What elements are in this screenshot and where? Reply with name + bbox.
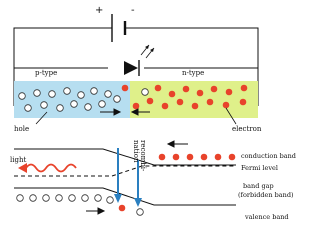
electron xyxy=(241,85,248,92)
fermi-level-label: Fermi level xyxy=(241,164,278,172)
electron xyxy=(177,99,184,106)
diode-icon xyxy=(124,45,154,76)
electron xyxy=(119,205,126,212)
hole xyxy=(91,88,98,95)
electron xyxy=(229,154,236,161)
hole xyxy=(49,91,56,98)
hole xyxy=(25,105,32,112)
hole xyxy=(142,89,149,96)
electron xyxy=(159,154,166,161)
electron xyxy=(192,103,199,110)
hole xyxy=(17,195,24,202)
hole xyxy=(56,195,63,202)
hole xyxy=(41,102,48,109)
valence-band-label: valence band xyxy=(245,213,289,221)
hole xyxy=(34,90,41,97)
electron xyxy=(211,86,218,93)
n-type-label: n-type xyxy=(182,69,205,77)
battery xyxy=(112,14,125,42)
electron xyxy=(240,99,247,106)
electron xyxy=(173,154,180,161)
hole-label: hole xyxy=(14,125,30,133)
hole xyxy=(114,96,121,103)
light-wave-icon xyxy=(18,163,76,173)
hole xyxy=(107,197,114,204)
electron xyxy=(169,91,176,98)
hole xyxy=(85,104,92,111)
forbidden-band-label: (forbidden band) xyxy=(238,191,294,199)
hole xyxy=(82,195,89,202)
recombination-label: recombi- nation xyxy=(132,140,147,172)
electron xyxy=(162,103,169,110)
hole xyxy=(19,93,26,100)
electron xyxy=(187,154,194,161)
electron xyxy=(147,98,154,105)
electron xyxy=(215,154,222,161)
hole xyxy=(69,195,76,202)
hole xyxy=(99,101,106,108)
hole xyxy=(30,195,37,202)
band-gap-label: band gap xyxy=(243,182,274,190)
electron xyxy=(201,154,208,161)
p-type-label: p-type xyxy=(35,69,58,77)
battery-plus: + xyxy=(95,5,104,16)
hole xyxy=(57,105,64,112)
valence-holes xyxy=(17,195,144,216)
hole xyxy=(64,88,71,95)
light-label: light xyxy=(10,156,27,164)
hole xyxy=(71,101,78,108)
hole xyxy=(78,92,85,99)
conduction-band-label: conduction band xyxy=(241,152,296,160)
electron-label: electron xyxy=(232,125,262,133)
hole xyxy=(43,195,50,202)
electron xyxy=(197,90,204,97)
electron xyxy=(223,102,230,109)
hole xyxy=(137,209,144,216)
electron xyxy=(155,85,162,92)
electron xyxy=(183,86,190,93)
electron xyxy=(207,99,214,106)
hole xyxy=(95,195,102,202)
electron xyxy=(122,85,129,92)
electron xyxy=(226,89,233,96)
hole xyxy=(105,91,112,98)
battery-minus: - xyxy=(131,5,135,16)
